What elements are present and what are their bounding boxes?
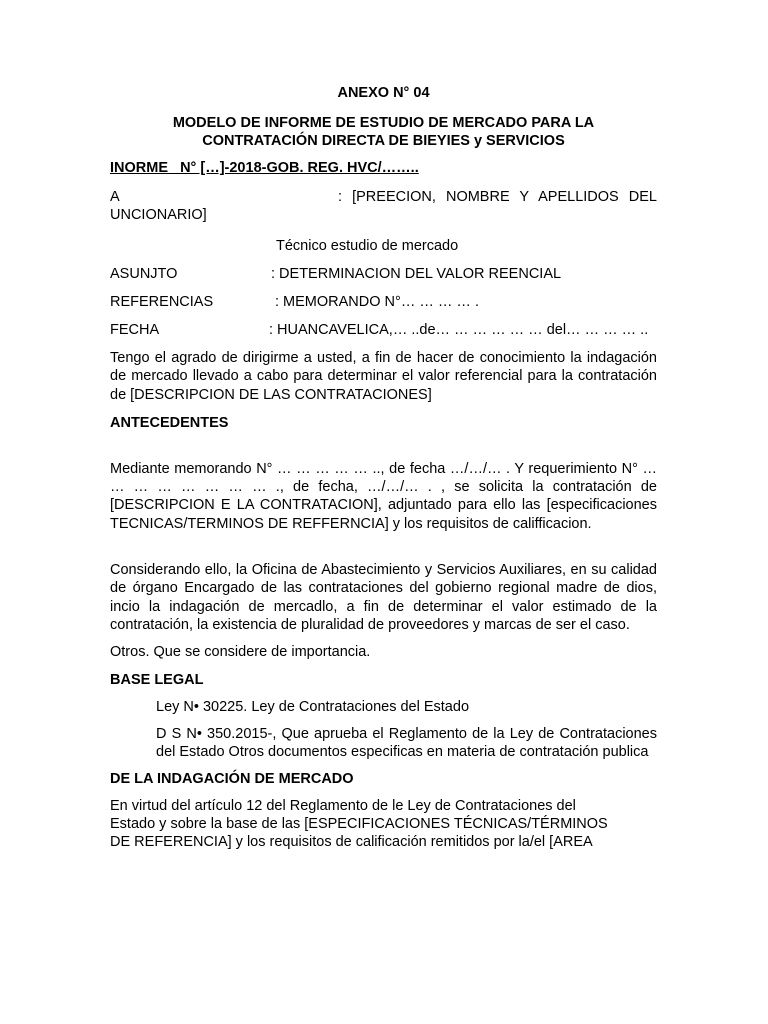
antecedentes-paragraph-2: Considerando ello, la Oficina de Abastecimiento y Servicios Auxiliares, en su calidad de órgano Encargado de las contrataciones del gobierno regional madre de dios, incio la indagación de mercadlo, a fin de determinar el valor estimado de la contratación, la existencia de pluralidad de proveedores y marcas de ser el caso. xyxy=(110,562,657,633)
subject-row xyxy=(110,265,657,283)
document-title-line2: CONTRATACIÓN DIRECTA DE BIEYIES y SERVICIOS xyxy=(202,133,565,149)
references-label: REFERENCIAS xyxy=(110,294,214,310)
addressee-role: Técnico estudio de mercado xyxy=(276,238,459,254)
indagacion-heading: DE LA INDAGACIÓN DE MERCADO xyxy=(110,771,354,788)
document-title xyxy=(110,114,657,150)
references-value: : MEMORANDO N°… … … … . xyxy=(275,294,479,310)
date-row xyxy=(110,321,657,339)
addressee-row xyxy=(110,188,657,206)
date-label: FECHA xyxy=(110,322,160,338)
addressee-value: : [PREECION, NOMBRE Y APELLIDOS DEL xyxy=(338,189,657,205)
indagacion-paragraph-line-1: En virtud del artículo 12 del Reglamento de le Ley de Contrataciones del xyxy=(110,798,576,815)
intro-paragraph: Tengo el agrado de dirigirme a usted, a fin de hacer de conocimiento la indagación de mercado llevado a cabo para determinar el valor referencial para la contratación de [DESCRIPCION DE LAS CONTRATACIONES] xyxy=(110,350,657,403)
annex-title: ANEXO N° 04 xyxy=(337,85,430,101)
references-row xyxy=(110,293,657,311)
base-legal-item-2: D S N• 350.2015-, Que aprueba el Reglamento de la Ley de Contrataciones del Estado Otros documentos especificas en materia de contratación publica xyxy=(156,725,657,761)
subject-value: : DETERMINACION DEL VALOR REENCIAL xyxy=(271,266,562,282)
antecedentes-paragraph-3: Otros. Que se considere de importancia. xyxy=(110,644,371,661)
date-value: : HUANCAVELICA,… ..de… … … … … … del… … … … .. xyxy=(269,322,649,338)
addressee-value-cont: UNCIONARIO] xyxy=(110,207,207,223)
addressee-label: A xyxy=(110,189,120,205)
base-legal-heading: BASE LEGAL xyxy=(110,671,204,688)
base-legal-item-1: Ley N• 30225. Ley de Contrataciones del Estado xyxy=(156,698,470,715)
report-number: INORME N° […]-2018-GOB. REG. HVC/…….. xyxy=(110,160,419,176)
antecedentes-heading: ANTECEDENTES xyxy=(110,414,229,431)
subject-label: ASUNJTO xyxy=(110,266,178,282)
document-title-line1: MODELO DE INFORME DE ESTUDIO DE MERCADO PARA LA xyxy=(172,115,595,131)
antecedentes-paragraph-1: Mediante memorando N° … … … … … .., de fecha …/…/… . Y requerimiento N° … … … … … … … … ., de fecha, …/…/… . , se solicita la contratación de [DESCRIPCION E LA CONTRATACION], adjuntado para ello las [especificaciones TECNICAS/TERMINOS DE REFFERNCIA] y los requisitos de califficacion. xyxy=(110,460,657,532)
document-page xyxy=(110,84,657,851)
indagacion-paragraph-line-3: DE REFERENCIA] y los requisitos de calificación remitidos por la/el [AREA xyxy=(110,834,593,851)
indagacion-paragraph-line-2: Estado y sobre la base de las [ESPECIFICACIONES TÉCNICAS/TÉRMINOS xyxy=(110,816,608,833)
